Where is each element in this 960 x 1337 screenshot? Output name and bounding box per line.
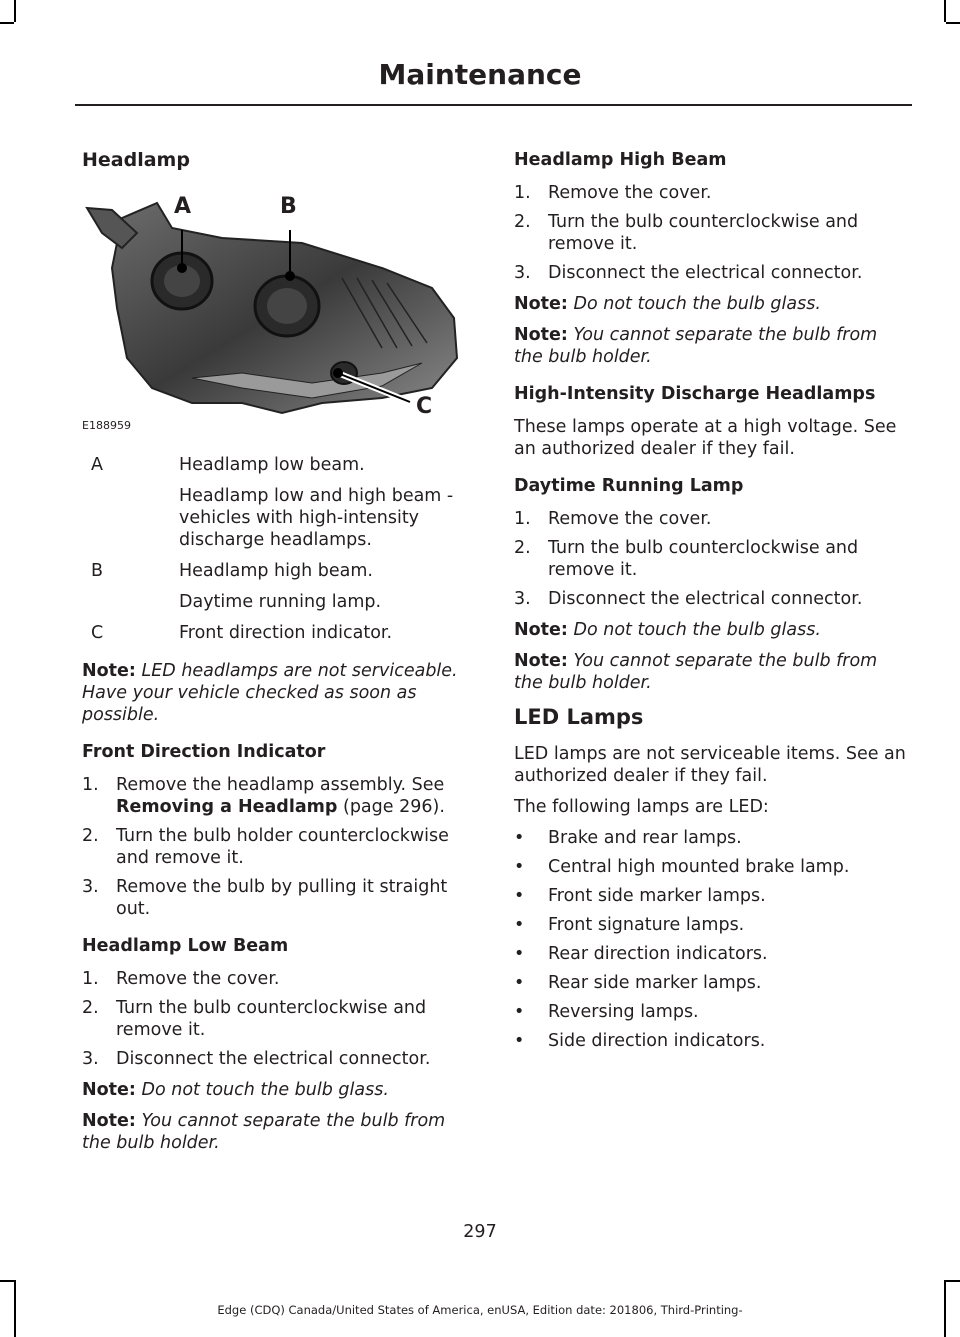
note-label: Note: [82,661,136,681]
step-text: Turn the bulb counterclockwise and remove it. [548,212,859,254]
left-column [82,148,474,1163]
cross-reference-link[interactable]: Removing a Headlamp [116,797,338,817]
headlamp-illustration [82,188,462,432]
bullet-text: Central high mounted brake lamp. [548,857,850,877]
list-item: • Central high mounted brake lamp. [514,857,850,877]
note-label: Note: [82,1111,136,1131]
note-label: Note: [514,620,568,640]
led-lamp-list [514,827,906,1052]
bullet-text: Rear direction indicators. [548,944,768,964]
drl-steps [514,508,906,610]
footer-edition: Edge (CDQ) Canada/United States of America, enUSA, Edition date: 201806, Third-Printing- [217,1303,743,1317]
legend-desc [179,454,474,560]
note-bulb-glass [514,293,906,315]
drl-heading: Daytime Running Lamp [514,476,744,496]
header-rule [75,104,912,106]
legend-line: Headlamp high beam. [179,561,373,581]
note-label: Note: [514,294,568,314]
step-text: Turn the bulb counterclockwise and remove it. [116,998,427,1040]
list-item: 2. Turn the bulb holder counterclockwise and remove it. [82,826,449,868]
hid-text: These lamps operate at a high voltage. See an authorized dealer if they fail. [514,417,897,459]
list-item: 2. Turn the bulb counterclockwise and remove it. [82,998,427,1040]
list-item: • Front signature lamps. [514,915,745,935]
legend-row [82,560,474,622]
led-list-intro: The following lamps are LED: [514,797,769,817]
step-text: Turn the bulb holder counterclockwise and remove it. [116,826,449,868]
list-item: • Brake and rear lamps. [514,828,742,848]
callout-b: B [280,194,297,219]
crop-mark [944,0,946,22]
note-text: Do not touch the bulb glass. [573,294,821,314]
headlamp-figure [82,188,462,432]
note-label: Note: [514,325,568,345]
note-bulb-holder [514,324,906,368]
list-item: • Rear direction indicators. [514,944,768,964]
crop-mark [0,22,14,24]
page-number: 297 [463,1222,497,1242]
list-item: 3. Remove the bulb by pulling it straight out. [82,877,448,919]
list-item: 1. Remove the cover. [514,509,712,529]
bullet-text: Rear side marker lamps. [548,973,762,993]
note-text: Do not touch the bulb glass. [573,620,821,640]
step-text: Remove the cover. [548,509,712,529]
legend-key: C [91,623,104,643]
note-label: Note: [514,651,568,671]
list-item: 2. Turn the bulb counterclockwise and remove it. [514,538,859,580]
bullet-text: Front side marker lamps. [548,886,766,906]
led-lamps-heading: LED Lamps [514,705,644,729]
legend-desc [179,622,474,653]
note-text: You cannot separate the bulb from the bulb holder. [514,651,878,693]
bullet-text: Side direction indicators. [548,1031,766,1051]
figure-code: E188959 [82,419,131,432]
front-direction-heading: Front Direction Indicator [82,742,326,762]
list-item: 1. Remove the cover. [82,969,280,989]
bullet-text: Reversing lamps. [548,1002,699,1022]
note-bulb-holder [82,1110,474,1154]
list-item: 1. Remove the headlamp assembly. See Removing a Headlamp (page 296). [82,775,445,817]
crop-mark [0,1280,14,1282]
list-item: 2. Turn the bulb counterclockwise and remove it. [514,212,859,254]
legend-line: Daytime running lamp. [179,592,382,612]
legend-key: B [91,561,104,581]
legend-desc [179,560,474,622]
callout-c: C [416,394,433,419]
callout-a: A [174,194,192,219]
low-beam-steps [82,968,474,1070]
note-bulb-glass [514,619,906,641]
page-reference: (page 296). [343,797,445,817]
hid-heading: High-Intensity Discharge Headlamps [514,384,876,404]
step-text: Remove the headlamp assembly. See [116,775,445,795]
step-text: Turn the bulb counterclockwise and remove it. [548,538,859,580]
list-item: • Rear side marker lamps. [514,973,762,993]
note-text: You cannot separate the bulb from the bulb holder. [82,1111,446,1153]
right-column [514,148,906,1061]
crop-mark [946,1280,960,1282]
legend-line: Headlamp low beam. [179,455,365,475]
crop-mark [14,0,16,22]
high-beam-steps [514,182,906,284]
high-beam-heading: Headlamp High Beam [514,150,727,170]
list-item: • Side direction indicators. [514,1031,766,1051]
step-text: Disconnect the electrical connector. [548,263,863,283]
step-text: Remove the bulb by pulling it straight out. [116,877,448,919]
note-led-headlamps [82,660,474,726]
list-item: • Front side marker lamps. [514,886,766,906]
legend-row [82,622,474,653]
note-bulb-holder [514,650,906,694]
headlamp-heading: Headlamp [82,149,190,171]
note-bulb-glass [82,1079,474,1101]
note-text: Do not touch the bulb glass. [141,1080,389,1100]
note-label: Note: [82,1080,136,1100]
legend-key: A [91,455,103,475]
list-item: 1. Remove the cover. [514,183,712,203]
list-item: • Reversing lamps. [514,1002,699,1022]
crop-mark [946,22,960,24]
figure-legend [82,454,474,653]
page-title: Maintenance [378,58,582,91]
low-beam-heading: Headlamp Low Beam [82,936,289,956]
step-text: Disconnect the electrical connector. [116,1049,431,1069]
note-text: LED headlamps are not serviceable. Have your vehicle checked as soon as possible. [82,661,458,725]
bullet-text: Front signature lamps. [548,915,745,935]
list-item: 3. Disconnect the electrical connector. [514,263,863,283]
step-text: Remove the cover. [548,183,712,203]
legend-line: Headlamp low and high beam - vehicles with high-intensity discharge headlamps. [179,486,454,550]
legend-row [82,454,474,560]
list-item: 3. Disconnect the electrical connector. [82,1049,431,1069]
step-text: Remove the cover. [116,969,280,989]
list-item: 3. Disconnect the electrical connector. [514,589,863,609]
legend-line: Front direction indicator. [179,623,393,643]
bullet-text: Brake and rear lamps. [548,828,742,848]
front-direction-steps [82,774,474,920]
led-text: LED lamps are not serviceable items. See an authorized dealer if they fail. [514,744,906,786]
note-text: You cannot separate the bulb from the bulb holder. [514,325,878,367]
step-text: Disconnect the electrical connector. [548,589,863,609]
